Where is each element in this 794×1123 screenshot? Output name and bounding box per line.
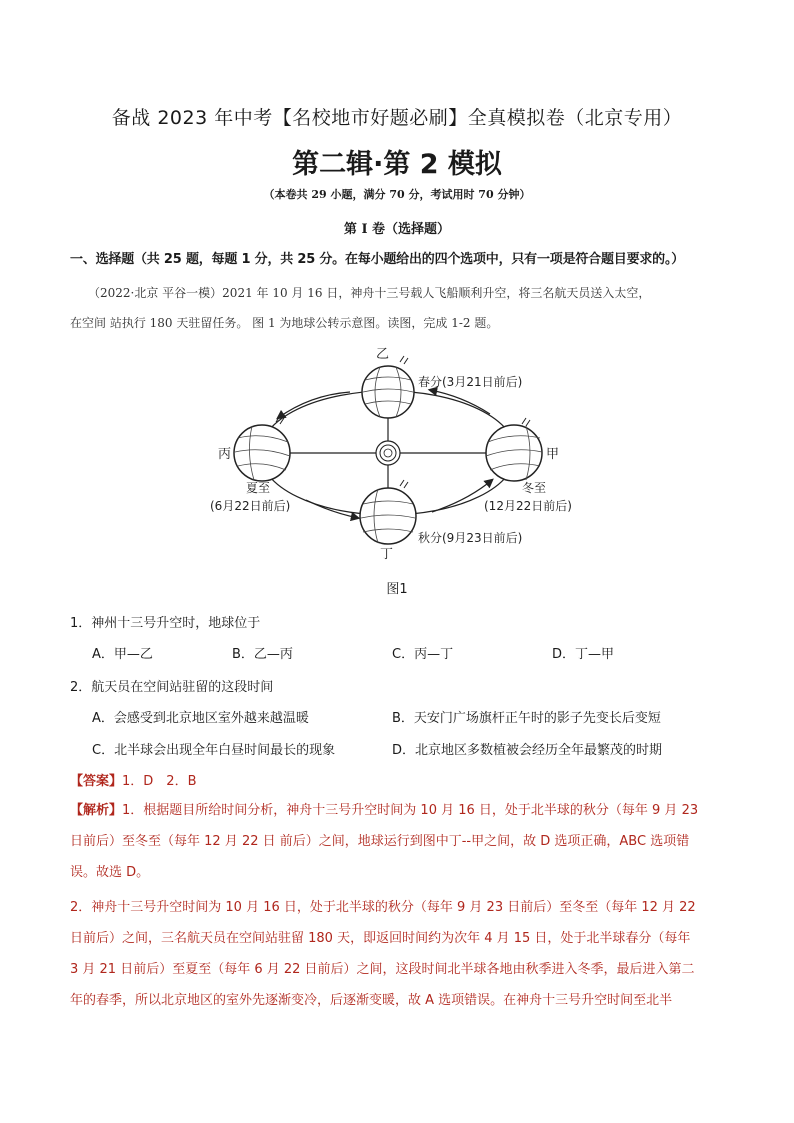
intro-line-2: 在空间 站执行 180 天驻留任务。 图 1 为地球公转示意图。读图，完成 1-2 题。 bbox=[70, 316, 499, 330]
question-1-option-a: A．甲—乙 bbox=[92, 647, 153, 662]
analysis-p1-line-2: 日前后）至冬至（每年 12 月 22 日 前后）之间，地球运行到图中丁--甲之间，故 D 选项正确，ABC 选项错 bbox=[70, 834, 690, 849]
exam-subtitle: 第二辑·第 2 模拟 bbox=[292, 149, 502, 180]
question-1-option-b: B．乙—丙 bbox=[232, 647, 293, 662]
question-2-option-b: B．天安门广场旗杆正午时的影子先变长后变短 bbox=[392, 711, 661, 726]
label-ding: 丁 bbox=[380, 547, 394, 560]
label-xiazhi: 夏至 bbox=[246, 481, 271, 495]
analysis-p1-line-1: 1．根据题目所给时间分析，神舟十三号升空时间为 10 月 16 日，处于北半球的秋分（每年 9 月 23 bbox=[122, 803, 699, 818]
question-2-stem: 2．航天员在空间站驻留的这段时间 bbox=[70, 680, 274, 695]
analysis-p2-line-2: 日前后）之间，三名航天员在空间站驻留 180 天，即返回时间约为次年 4 月 15 日，处于北半球春分（每年 bbox=[70, 931, 691, 946]
answer-label: 【答案】 bbox=[70, 774, 123, 789]
section-heading: 一、选择题（共 25 题，每题 1 分，共 25 分。在每小题给出的四个选项中，只有一项是符合题目要求的。） bbox=[70, 252, 685, 267]
analysis-p2-line-1: 2．神舟十三号升空时间为 10 月 16 日，处于北半球的秋分（每年 9 月 23 日前后）至冬至（每年 12 月 22 bbox=[70, 900, 696, 915]
orbit-arrow-3 bbox=[432, 480, 492, 512]
question-2-option-c: C．北半球会出现全年白昼时间最长的现象 bbox=[92, 743, 336, 758]
exam-title: 备战 2023 年中考【名校地市好题必刷】全真模拟卷（北京专用） bbox=[111, 107, 683, 129]
globe-yi bbox=[362, 356, 414, 418]
question-2-option-d: D．北京地区多数植被会经历全年最繁茂的时期 bbox=[392, 743, 663, 758]
intro-line-1: （2022·北京 平谷一模）2021 年 10 月 16 日，神舟十三号载人飞船顺利升空，将三名航天员送入太空， bbox=[88, 286, 651, 300]
figure-caption: 图1 bbox=[386, 582, 408, 597]
globe-bing bbox=[234, 416, 290, 481]
label-yi: 乙 bbox=[376, 347, 390, 362]
label-chunfen: 春分(3月21日前后) bbox=[418, 375, 523, 389]
globe-jia bbox=[486, 418, 542, 481]
label-dongzhi-date: (12月22日前后) bbox=[484, 499, 572, 513]
analysis-p1 bbox=[70, 795, 726, 888]
label-jia: 甲 bbox=[546, 447, 560, 462]
label-qiufen: 秋分(9月23日前后) bbox=[418, 531, 523, 545]
question-1-option-c: C．丙—丁 bbox=[392, 647, 454, 662]
analysis-p2-line-3: 3 月 21 日前后）至夏至（每年 6 月 22 日前后）之间，这段时间北半球各地由秋季进入冬季，最后进入第二 bbox=[70, 962, 695, 977]
exam-note: （本卷共 29 小题，满分 70 分，考试用时 70 分钟） bbox=[263, 188, 531, 201]
question-1-stem: 1．神州十三号升空时，地球位于 bbox=[70, 616, 261, 631]
sun-icon bbox=[376, 441, 400, 465]
question-1-option-d: D．丁—甲 bbox=[552, 647, 615, 662]
analysis-p2-line-4: 年的春季，所以北京地区的室外先逐渐变冷，后逐渐变暖，故 A 选项错误。在神舟十三号升空时间至北半 bbox=[70, 993, 673, 1008]
label-bing: 丙 bbox=[218, 447, 232, 462]
earth-orbit-diagram bbox=[200, 340, 600, 560]
answer-line bbox=[70, 770, 197, 789]
label-xiazhi-date: (6月22日前后) bbox=[210, 499, 291, 513]
analysis-label: 【解析】 bbox=[70, 803, 123, 818]
label-dongzhi: 冬至 bbox=[522, 481, 547, 495]
analysis-p1-line-3: 误。故选 D。 bbox=[70, 865, 150, 880]
part-heading: 第 I 卷（选择题） bbox=[343, 222, 451, 237]
globe-ding bbox=[360, 480, 416, 544]
analysis-p2 bbox=[70, 892, 726, 1016]
answer-text: 1．D 2．B bbox=[122, 774, 197, 789]
question-2-option-a: A．会感受到北京地区室外越来越温暖 bbox=[92, 711, 309, 726]
